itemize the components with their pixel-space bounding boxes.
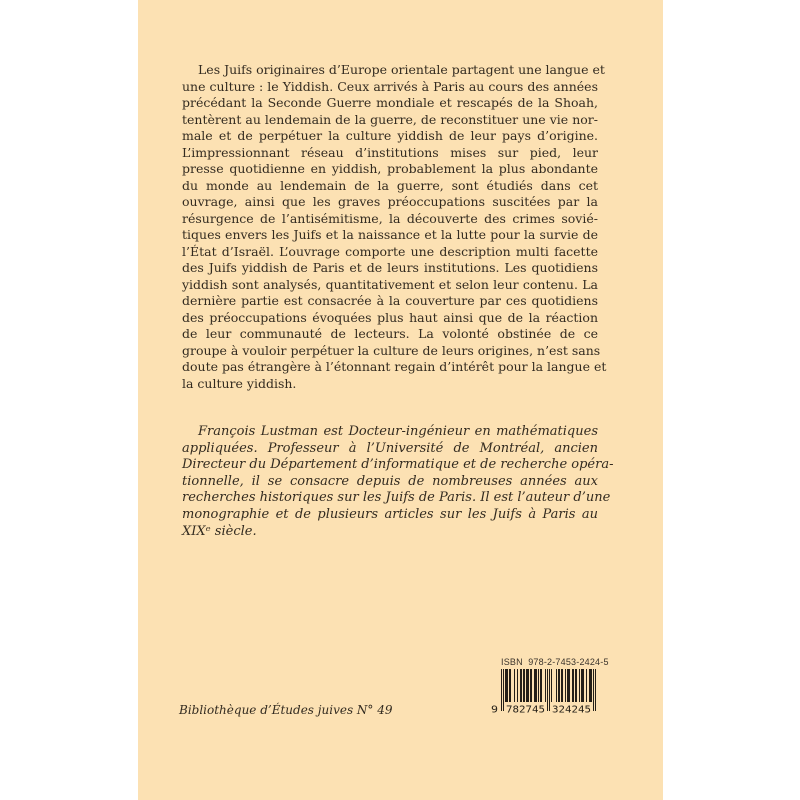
text-line: des Juifs yiddish de Paris et de leurs institutions. Les quotidiens [182,260,598,275]
text-line: dernière partie est consacrée à la couverture par ces quotidiens [182,293,598,308]
text-line: l’État d’Israël. L’ouvrage comporte une description multi facette [182,243,598,259]
text-line: résurgence de l’antisémitisme, la découverte des crimes sovié- [182,210,598,226]
text-line: Directeur du Département d’informatique et de recherche opéra- [182,457,614,473]
synopsis-paragraph [182,62,607,392]
book-back-cover [138,0,663,800]
collection-label: Bibliothèque d’Études juives N° 49 [179,703,393,717]
text-line: François Lustman est Docteur-ingénieur en mathématiques [198,424,598,439]
svg-text:782745: 782745 [506,704,545,715]
text-line: L’impressionnant réseau d’institutions mises sur pied, leur [182,144,598,160]
ean13-barcode [490,669,597,715]
text-line: yiddish sont analysés, quantitativement et selon leur contenu. La [182,276,598,292]
text-line: tiques envers les Juifs et la naissance et la lutte pour la survie de [182,227,598,242]
text-line: presse quotidienne en yiddish, probablement la plus abondante [182,161,598,176]
text-line: XIXᵉ siècle. [182,523,257,539]
text-line: groupe à vouloir perpétuer la culture de leurs origines, n’est sans [182,342,601,358]
text-line: monographie et de plusieurs articles sur les Juifs à Paris au [182,506,598,522]
isbn-block [490,657,609,715]
text-line: appliquées. Professeur à l’Université de Montréal, ancien [182,440,598,456]
text-line: Les Juifs originaires d’Europe orientale partagent une langue et [198,62,605,77]
text-line: doute pas étrangère à l’étonnant regain d’intérêt pour la langue et [182,359,607,374]
text-line: du monde au lendemain de la guerre, sont étudiés dans cet [182,177,598,193]
svg-text:9: 9 [491,704,498,715]
text-line: précédant la Seconde Guerre mondiale et rescapés de la Shoah, [182,95,598,110]
text-line: ouvrage, ainsi que les graves préoccupations suscitées par la [182,194,598,209]
text-line: de leur communauté de lecteurs. La volonté obstinée de ce [182,326,598,341]
text-line: des préoccupations évoquées plus haut ainsi que de la réaction [182,309,598,325]
text-line: la culture yiddish. [182,375,297,391]
text-line: une culture : le Yiddish. Ceux arrivés à Paris au cours des années [182,78,598,94]
text-line: tionnelle, il se consacre depuis de nombreuses années aux [182,473,598,489]
text-line: tentèrent au lendemain de la guerre, de reconstituer une vie nor- [182,111,598,127]
text-line: male et de perpétuer la culture yiddish de leur pays d’origine. [182,128,598,143]
svg-text:324245: 324245 [552,704,591,715]
isbn-label: ISBN 978-2-7453-2424-5 [501,657,609,667]
text-line: recherches historiques sur les Juifs de Paris. Il est l’auteur d’une [182,490,611,506]
author-bio-paragraph [182,424,614,540]
